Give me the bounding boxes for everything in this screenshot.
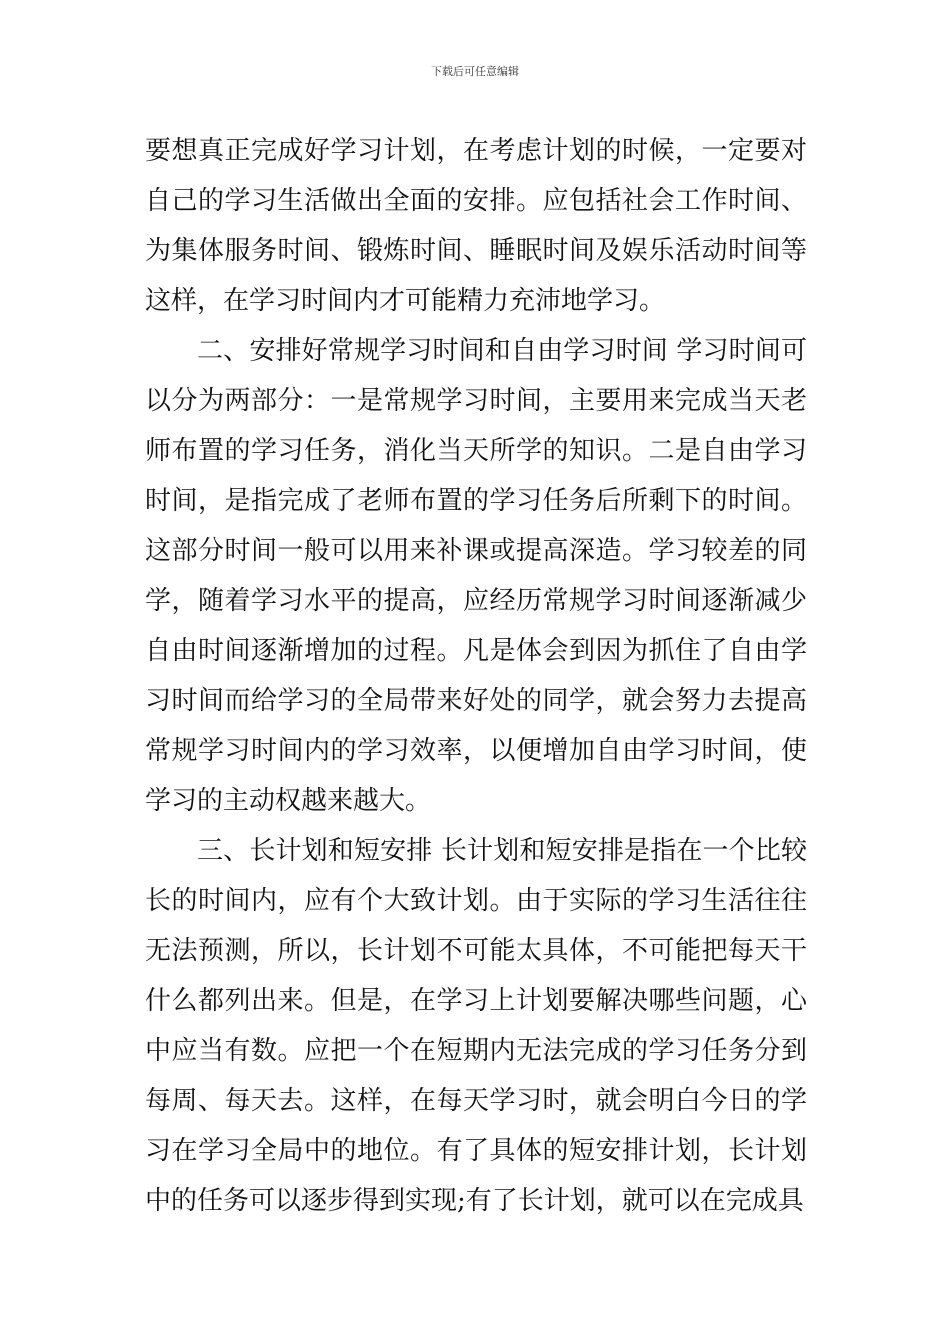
document-body (145, 126, 807, 1226)
paragraph-2: 二、安排好常规学习时间和自由学习时间 学习时间可以分为两部分：一是常规学习时间，主要用来完成当天老师布置的学习任务，消化当天所学的知识。二是自由学习时间，是指完成了老师布置的学习任务后所剩下的时间。这部分时间一般可以用来补课或提高深造。学习较差的同学，随着学习水平的提高，应经历常规学习时间逐渐减少自由时间逐渐增加的过程。凡是体会到因为抓住了自由学习时间而给学习的全局带来好处的同学，就会努力去提高常规学习时间内的学习效率，以便增加自由学习时间，使学习的主动权越来越大。 (145, 336, 807, 816)
page-header: 下载后可任意编辑 (431, 65, 519, 78)
paragraph-3: 三、长计划和短安排 长计划和短安排是指在一个比较长的时间内，应有个大致计划。由于实际的学习生活往往无法预测，所以，长计划不可能太具体，不可能把每天干什么都列出来。但是，在学习上计划要解决哪些问题，心中应当有数。应把一个在短期内无法完成的学习任务分到每周、每天去。这样，在每天学习时，就会明白今日的学习在学习全局中的地位。有了具体的短安排计划，长计划中的任务可以逐步得到实现;有了长计划，就可以在完成具 (145, 836, 807, 1216)
paragraph-1: 要想真正完成好学习计划，在考虑计划的时候，一定要对自己的学习生活做出全面的安排。应包括社会工作时间、为集体服务时间、锻炼时间、睡眠时间及娱乐活动时间等这样，在学习时间内才可能精力充沛地学习。 (145, 136, 807, 316)
